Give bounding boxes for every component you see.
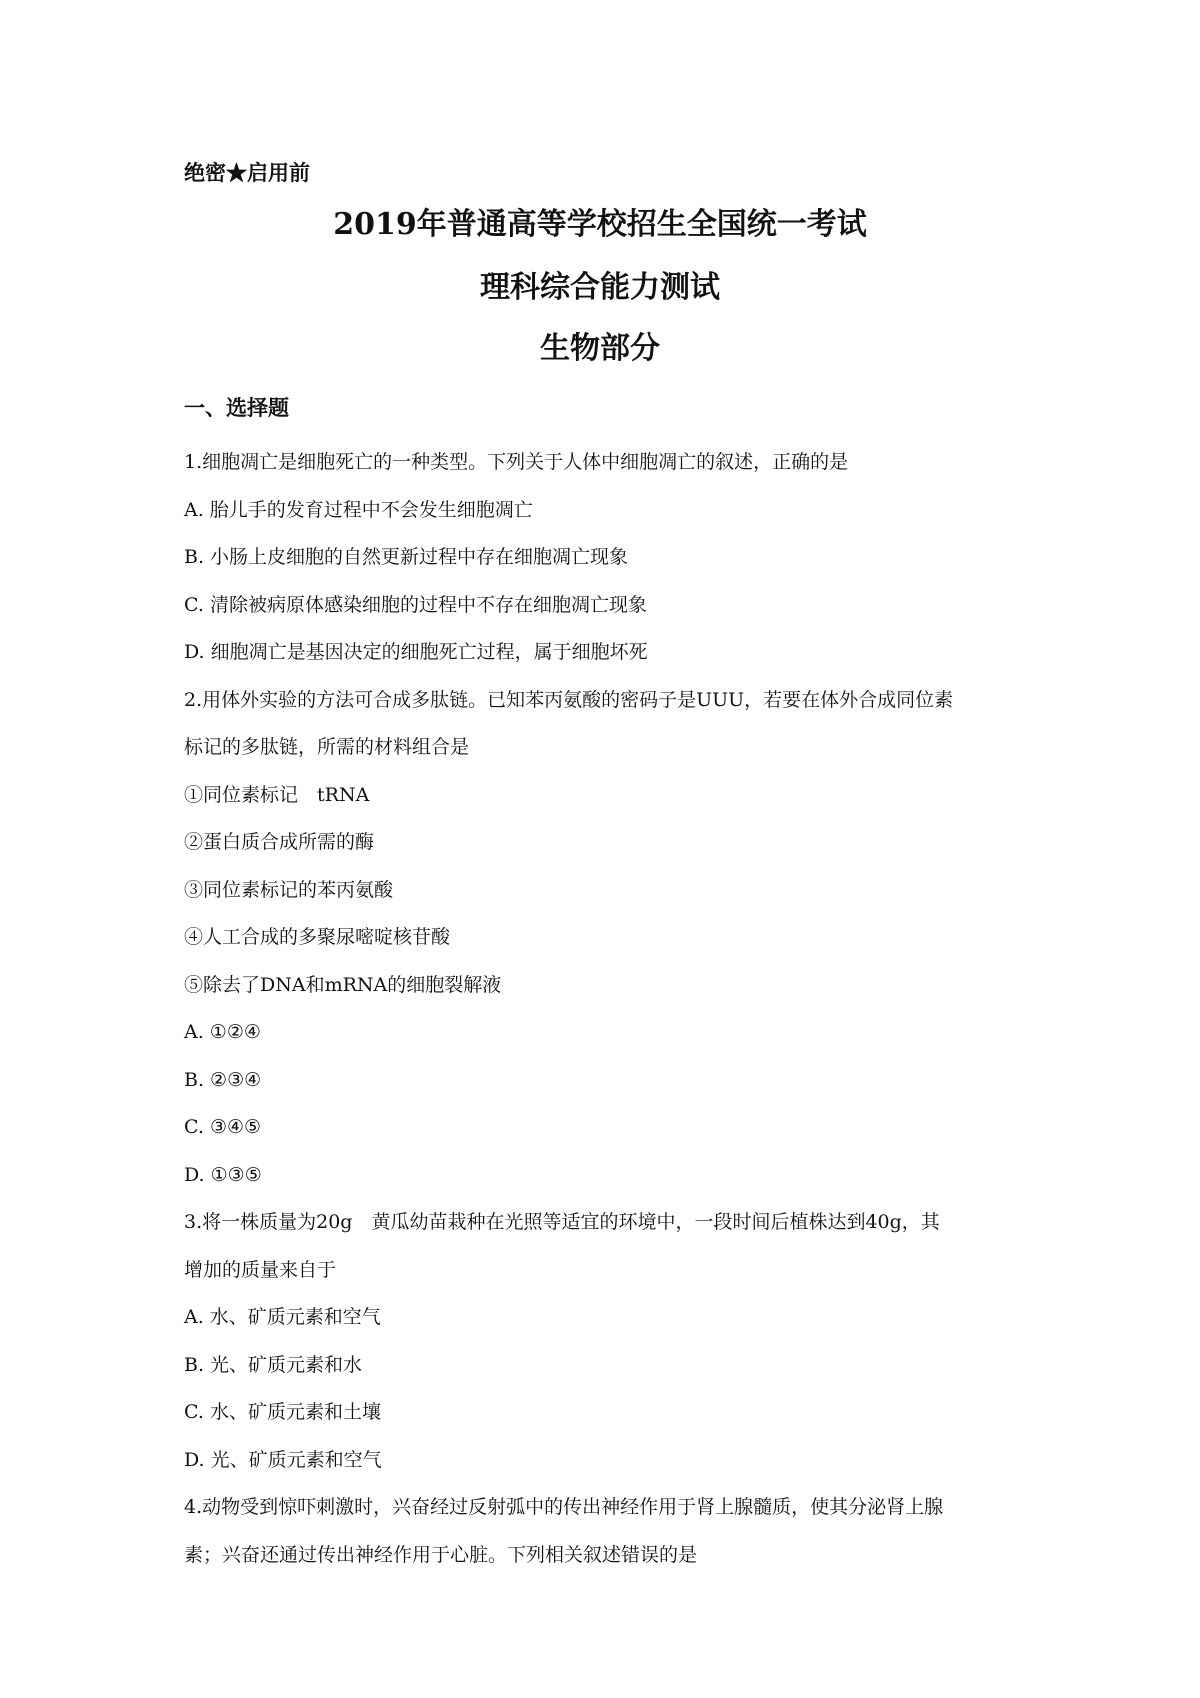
question-3-stem-line-1: 3.将一株质量为20g 黄瓜幼苗栽种在光照等适宜的环境中，一段时间后植株达到40g，其	[184, 1211, 940, 1233]
question-4-stem-line-1: 4.动物受到惊吓刺激时，兴奋经过反射弧中的传出神经作用于肾上腺髓质，使其分泌肾上腺	[184, 1496, 944, 1518]
question-2-stem-line-2: 标记的多肽链，所需的材料组合是	[184, 736, 470, 758]
question-1-option-d: D. 细胞凋亡是基因决定的细胞死亡过程，属于细胞坏死	[184, 641, 648, 663]
question-3-option-b: B. 光、矿质元素和水	[184, 1353, 363, 1376]
question-2-option-d: D. ①③⑤	[184, 1163, 262, 1186]
question-2-option-a: A. ①②④	[184, 1021, 261, 1043]
question-3-option-c: C. 水、矿质元素和土壤	[184, 1401, 381, 1423]
question-4-stem-line-2: 素；兴奋还通过传出神经作用于心脏。下列相关叙述错误的是	[184, 1543, 698, 1566]
question-3-option-a: A. 水、矿质元素和空气	[184, 1306, 381, 1328]
question-2-option-c: C. ③④⑤	[184, 1116, 262, 1138]
question-2-material-4: ④人工合成的多聚尿嘧啶核苷酸	[184, 926, 451, 948]
question-1-option-a: A. 胎儿手的发育过程中不会发生细胞凋亡	[184, 498, 533, 521]
question-1-option-c: C. 清除被病原体感染细胞的过程中不存在细胞凋亡现象	[184, 593, 647, 616]
question-2-material-3: ③同位素标记的苯丙氨酸	[184, 878, 394, 901]
question-2-option-b: B. ②③④	[184, 1068, 262, 1091]
question-2-material-5: ⑤除去了DNA和mRNA的细胞裂解液	[184, 973, 502, 996]
part-title: 生物部分	[540, 331, 660, 366]
question-3-option-d: D. 光、矿质元素和空气	[184, 1448, 382, 1471]
exam-title: 2019年普通高等学校招生全国统一考试	[333, 207, 867, 242]
question-3-stem-line-2: 增加的质量来自于	[184, 1258, 337, 1281]
question-2-material-1: ①同位素标记 tRNA	[184, 783, 370, 806]
question-1-option-b: B. 小肠上皮细胞的自然更新过程中存在细胞凋亡现象	[184, 546, 629, 568]
question-2-material-2: ②蛋白质合成所需的酶	[184, 831, 375, 853]
question-1-stem: 1.细胞凋亡是细胞死亡的一种类型。下列关于人体中细胞凋亡的叙述，正确的是	[184, 451, 849, 473]
section-heading: 一、选择题	[184, 395, 289, 420]
confidential-mark: 绝密★启用前	[184, 160, 310, 185]
questions-body	[184, 439, 1024, 1579]
question-2-stem-line-1: 2.用体外实验的方法可合成多肽链。已知苯丙氨酸的密码子是UUU，若要在体外合成同位素	[184, 688, 954, 711]
paper-title: 理科综合能力测试	[480, 270, 720, 305]
